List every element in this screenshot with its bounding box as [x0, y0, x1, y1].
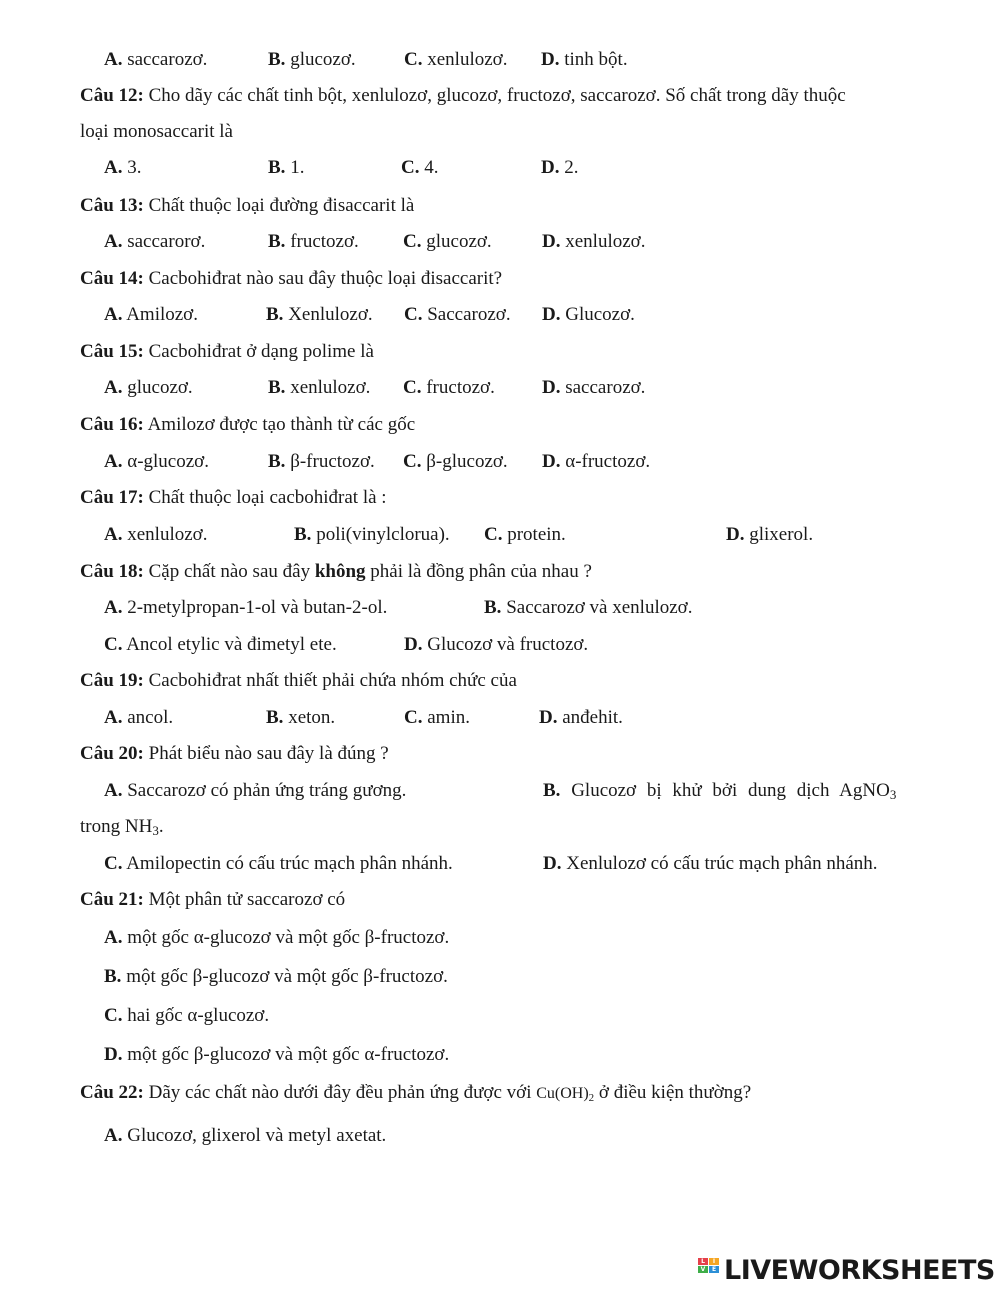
logo-text: LIVEWORKSHEETS	[724, 1255, 995, 1286]
q13-option-c: C. glucozơ.	[403, 231, 492, 252]
question-14: Câu 14: Cacbohiđrat nào sau đây thuộc loại đisaccarit?	[80, 268, 503, 289]
q19-option-c: C. amin.	[404, 707, 470, 728]
question-16: Câu 16: Amilozơ được tạo thành từ các gốc	[80, 414, 416, 435]
q20-option-d: D. Xenlulozơ có cấu trúc mạch phân nhánh.	[543, 853, 878, 874]
q21-option-d: D. một gốc β-glucozơ và một gốc α-fructozơ.	[104, 1044, 450, 1065]
q21-option-c: C. hai gốc α-glucozơ.	[104, 1005, 270, 1026]
logo-grid-icon: L I V E	[698, 1258, 720, 1282]
q15-option-c: C. fructozơ.	[403, 377, 495, 398]
q20-option-b: B. Glucozơ bị khử bởi dung dịch AgNO$_3$	[543, 780, 897, 802]
q16-option-b: B. β-fructozơ.	[268, 451, 375, 472]
q12-option-a: A. 3.	[104, 157, 142, 178]
q15-option-a: A. glucozơ.	[104, 377, 193, 398]
question-21: Câu 21: Một phân tử saccarozơ có	[80, 889, 346, 910]
q15-option-b: B. xenlulozơ.	[268, 377, 371, 398]
q13-option-d: D. xenlulozơ.	[542, 231, 646, 252]
q16-option-c: C. β-glucozơ.	[403, 451, 508, 472]
q13-option-a: A. saccarorơ.	[104, 231, 206, 252]
question-17: Câu 17: Chất thuộc loại cacbohiđrat là :	[80, 487, 387, 508]
q18-option-b: B. Saccarozơ và xenlulozơ.	[484, 597, 693, 618]
q12-option-d: D. 2.	[541, 157, 579, 178]
q14-option-d: D. Glucozơ.	[542, 304, 635, 325]
top-option-d: D. tinh bột.	[541, 49, 628, 70]
question-20: Câu 20: Phát biểu nào sau đây là đúng ?	[80, 743, 389, 764]
q16-option-d: D. α-fructozơ.	[542, 451, 651, 472]
cu-oh2-formula: $Cu(OH)_2$	[536, 1085, 595, 1104]
question-15: Câu 15: Cacbohiđrat ở dạng polime là	[80, 341, 374, 362]
q14-option-b: B. Xenlulozơ.	[266, 304, 373, 325]
top-option-a: A. saccarozơ.	[104, 49, 208, 70]
q13-option-b: B. fructozơ.	[268, 231, 359, 252]
q19-option-b: B. xeton.	[266, 707, 336, 728]
question-18: Câu 18: Cặp chất nào sau đây không phải là đồng phân của nhau ?	[80, 561, 592, 582]
top-option-c: C. xenlulozơ.	[404, 49, 508, 70]
q21-option-b: B. một gốc β-glucozơ và một gốc β-fructozơ.	[104, 966, 448, 987]
q19-option-a: A. ancol.	[104, 707, 174, 728]
q17-option-b: B. poli(vinylclorua).	[294, 524, 450, 545]
q18-option-a: A. 2-metylpropan-1-ol và butan-2-ol.	[104, 597, 388, 618]
q17-option-c: C. protein.	[484, 524, 566, 545]
question-13: Câu 13: Chất thuộc loại đường đisaccarit là	[80, 195, 415, 216]
top-option-b: B. glucozơ.	[268, 49, 356, 70]
q16-option-a: A. α-glucozơ.	[104, 451, 209, 472]
question-12: Câu 12: Cho dãy các chất tinh bột, xenlulozơ, glucozơ, fructozơ, saccarozơ. Số chất trong dãy thuộc	[80, 85, 846, 106]
question-12-cont: loại monosaccarit là	[80, 121, 233, 142]
q15-option-d: D. saccarozơ.	[542, 377, 646, 398]
q20-option-c: C. Amilopectin có cấu trúc mạch phân nhánh.	[104, 853, 453, 874]
q20-option-b-cont: trong $NH_3$.	[80, 816, 164, 838]
q17-option-d: D. glixerol.	[726, 524, 814, 545]
q18-option-c: C. Ancol etylic và đimetyl ete.	[104, 634, 337, 655]
q18-option-d: D. Glucozơ và fructozơ.	[404, 634, 589, 655]
q12-option-c: C. 4.	[401, 157, 439, 178]
q20-option-a: A. Saccarozơ có phản ứng tráng gương.	[104, 780, 407, 801]
question-19: Câu 19: Cacbohiđrat nhất thiết phải chứa nhóm chức của	[80, 670, 517, 691]
question-22: Câu 22: Dãy các chất nào dưới đây đều phản ứng được với $Cu(OH)_2$ ở điều kiện thường?	[80, 1082, 752, 1104]
q12-option-b: B. 1.	[268, 157, 305, 178]
q19-option-d: D. anđehit.	[539, 707, 623, 728]
q14-option-c: C. Saccarozơ.	[404, 304, 511, 325]
q21-option-a: A. một gốc α-glucozơ và một gốc β-fructozơ.	[104, 927, 450, 948]
q14-option-a: A. Amilozơ.	[104, 304, 198, 325]
q22-option-a: A. Glucozơ, glixerol và metyl axetat.	[104, 1125, 387, 1146]
q17-option-a: A. xenlulozơ.	[104, 524, 208, 545]
